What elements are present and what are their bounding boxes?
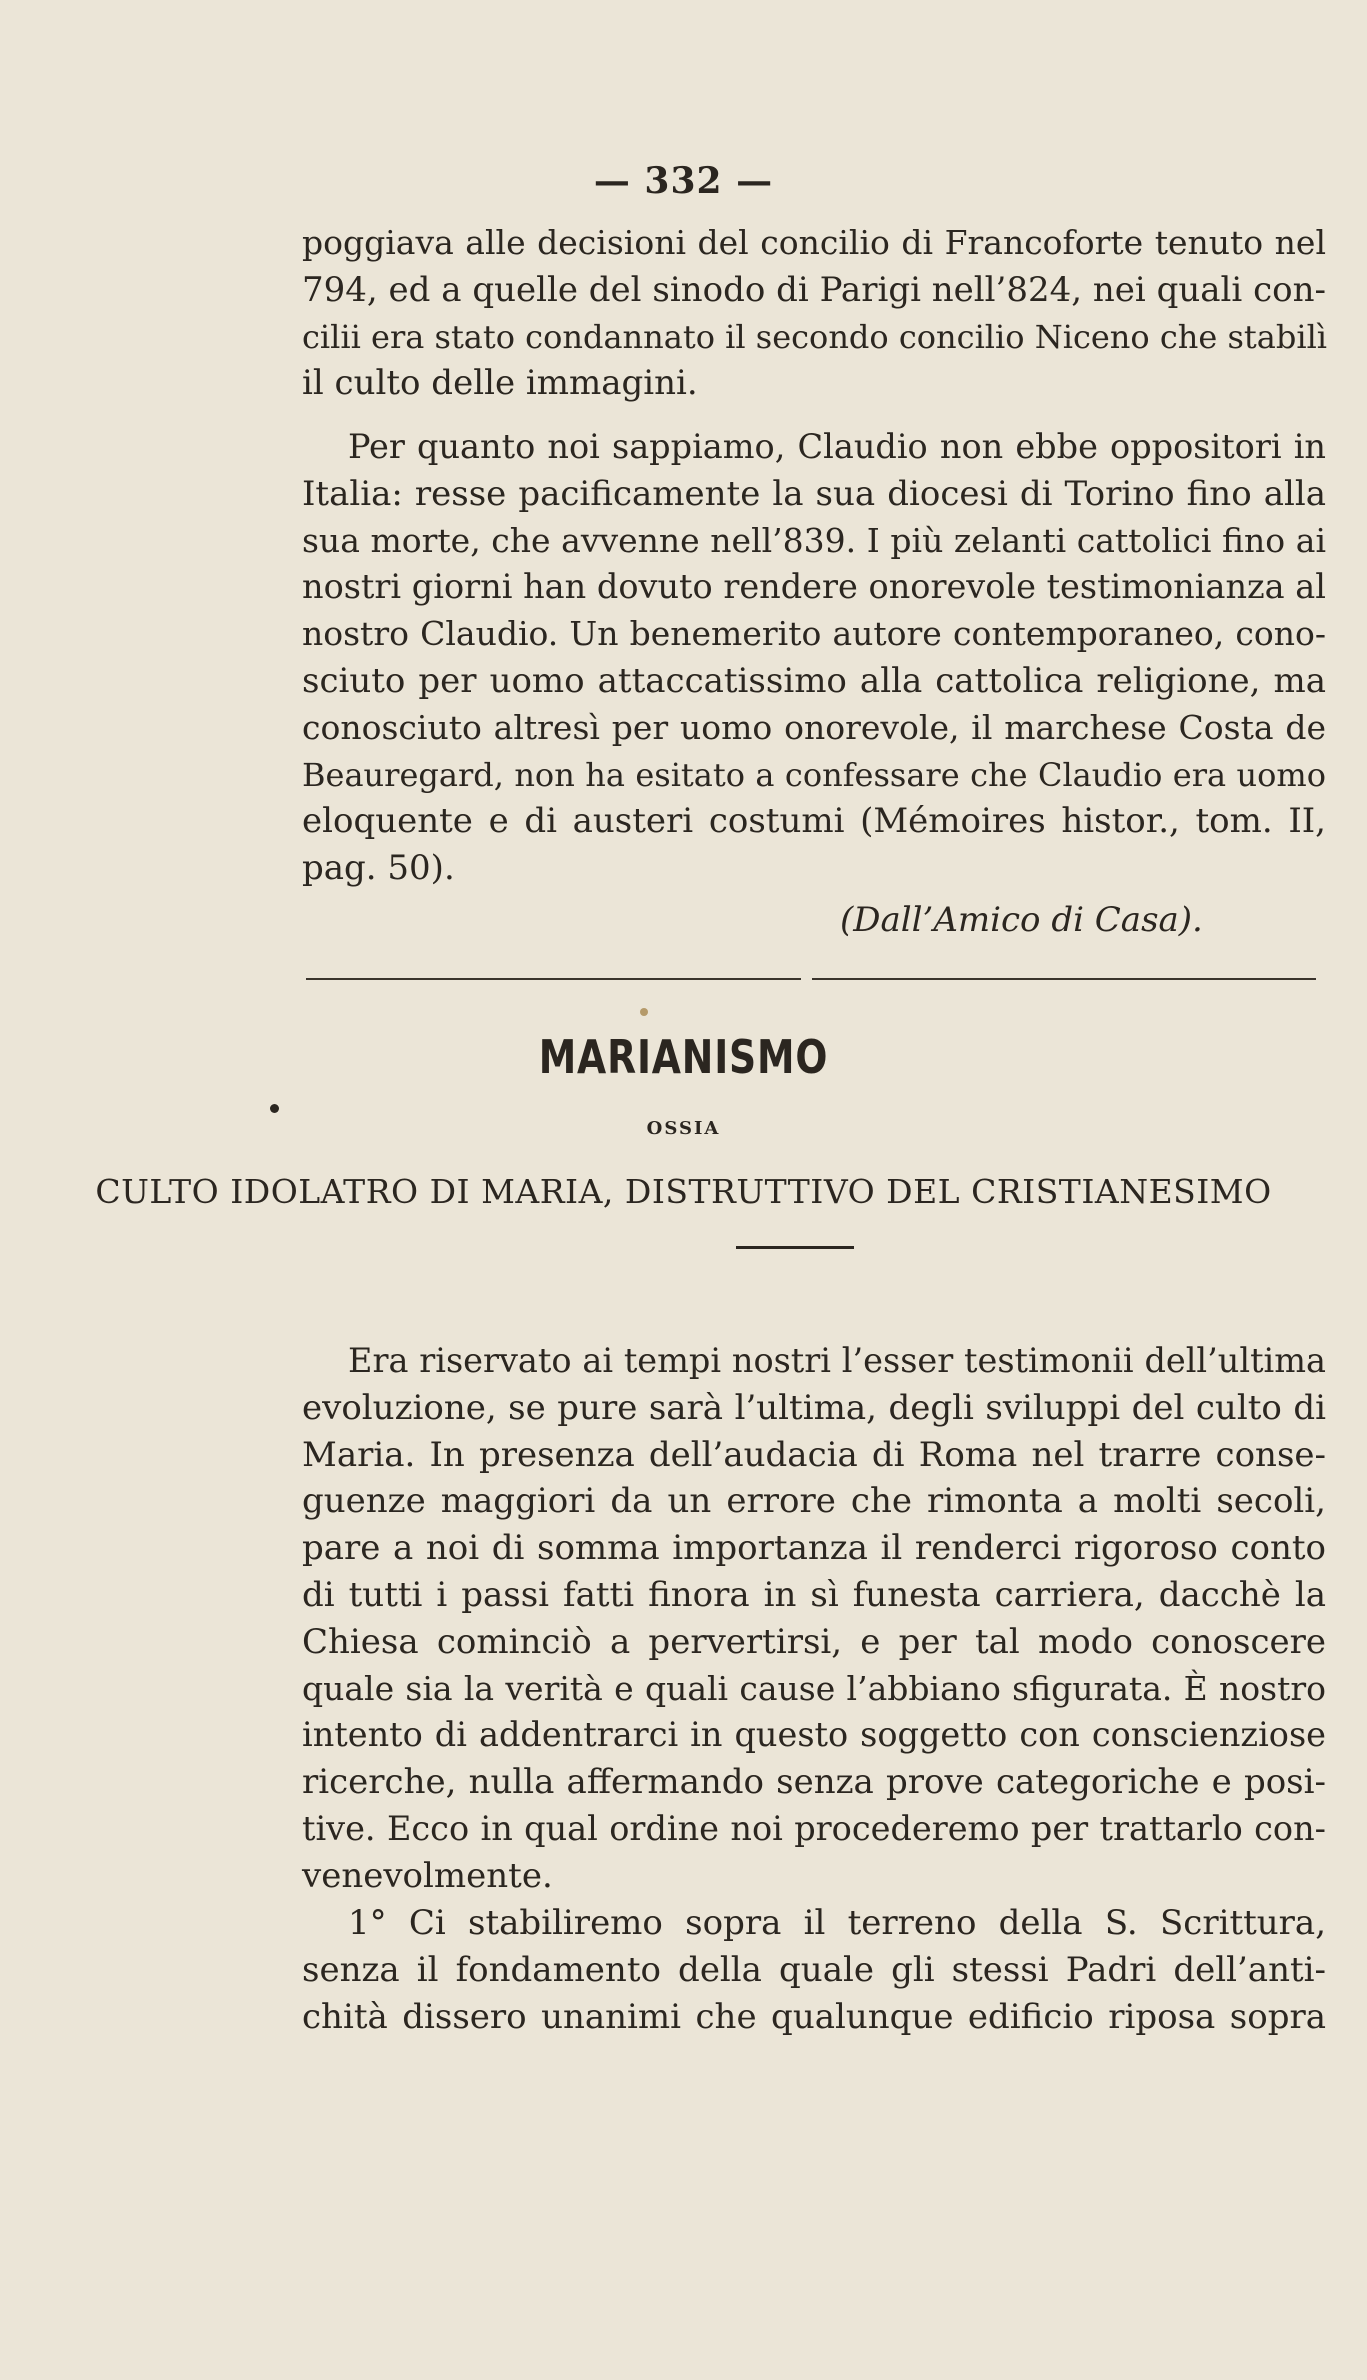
- text-line: quale sia la verità e quali cause l’abbiano sfigurata. È nostro: [302, 1668, 1326, 1708]
- text-line: il culto delle immagini.: [302, 363, 698, 404]
- paragraph-2-text: [302, 424, 1326, 892]
- text-line: Italia: resse pacificamente la sua diocesi di Torino fino alla: [302, 473, 1326, 514]
- divider-rule-left: [306, 978, 801, 980]
- source-signature: (Dall’Amico di Casa).: [840, 900, 1203, 940]
- text-line: Chiesa cominciò a pervertirsi, e per tal modo conoscere: [302, 1621, 1326, 1662]
- text-line: nostro Claudio. Un benemerito autore contemporaneo, cono-: [302, 614, 1326, 654]
- section-connector: OSSIA: [646, 1118, 721, 1139]
- text-line: senza il fondamento della quale gli stessi Padri dell’anti-: [302, 1949, 1326, 1990]
- text-line: sciuto per uomo attaccatissimo alla cattolica religione, ma: [302, 660, 1326, 701]
- text-line: Per quanto noi sappiamo, Claudio non ebbe oppositori in: [348, 427, 1326, 466]
- paragraph-1: [302, 220, 1326, 407]
- paragraph-3: [302, 1338, 1326, 1900]
- text-line: tive. Ecco in qual ordine noi procederemo per trattarlo con-: [302, 1808, 1326, 1848]
- text-line: cilii era stato condannato il secondo concilio Niceno che stabilì: [302, 317, 1328, 356]
- text-line: chità dissero unanimi che qualunque edificio riposa sopra: [302, 1996, 1326, 2037]
- text-line: evoluzione, se pure sarà l’ultima, degli sviluppi del culto di: [302, 1387, 1326, 1428]
- text-line: Maria. In presenza dell’audacia di Roma nel trarre conse-: [302, 1434, 1326, 1475]
- text-line: eloquente e di austeri costumi (Mémoires histor., tom. II,: [302, 801, 1326, 842]
- divider-rule-right: [812, 978, 1316, 980]
- text-line: 1° Ci stabiliremo sopra il terreno della S. Scrittura,: [348, 1903, 1326, 1943]
- subtitle-rule: [736, 1246, 854, 1249]
- paragraph-1-text: [302, 220, 1326, 407]
- text-line: pare a noi di somma importanza il renderci rigoroso conto: [302, 1528, 1326, 1569]
- text-line: nostri giorni han dovuto rendere onorevole testimonianza al: [302, 567, 1326, 607]
- section-subtitle: CULTO IDOLATRO DI MARIA, DISTRUTTIVO DEL CRISTIANESIMO: [95, 1172, 1272, 1211]
- page-number: — 332 —: [593, 160, 774, 202]
- section-title: MARIANISMO: [538, 1030, 829, 1084]
- paragraph-4: [302, 1900, 1326, 2040]
- text-line: conosciuto altresì per uomo onorevole, il marchese Costa de: [302, 707, 1326, 747]
- ink-speck: [640, 1008, 648, 1016]
- text-line: Beauregard, non ha esitato a confessare che Claudio era uomo: [302, 755, 1326, 794]
- paragraph-4-text: [302, 1900, 1326, 2040]
- text-line: intento di addentrarci in questo soggetto con conscienziose: [302, 1715, 1326, 1755]
- paragraph-2: [302, 424, 1326, 892]
- text-line: ricerche, nulla affermando senza prove categoriche e posi-: [302, 1762, 1326, 1803]
- text-line: di tutti i passi fatti finora in sì funesta carriera, dacchè la: [302, 1574, 1326, 1615]
- text-line: 794, ed a quelle del sinodo di Parigi nell’824, nei quali con-: [302, 269, 1326, 310]
- text-line: Era riservato ai tempi nostri l’esser testimonii dell’ultima: [348, 1341, 1326, 1380]
- text-line: sua morte, che avvenne nell’839. I più zelanti cattolici fino ai: [302, 520, 1326, 560]
- text-line: guenze maggiori da un errore che rimonta a molti secoli,: [302, 1481, 1326, 1522]
- text-line: venevolmente.: [302, 1855, 553, 1896]
- text-line: poggiava alle decisioni del concilio di Francoforte tenuto nel: [302, 223, 1326, 262]
- paragraph-3-text: [302, 1338, 1326, 1900]
- text-line: pag. 50).: [302, 848, 455, 889]
- ink-speck: [270, 1104, 279, 1113]
